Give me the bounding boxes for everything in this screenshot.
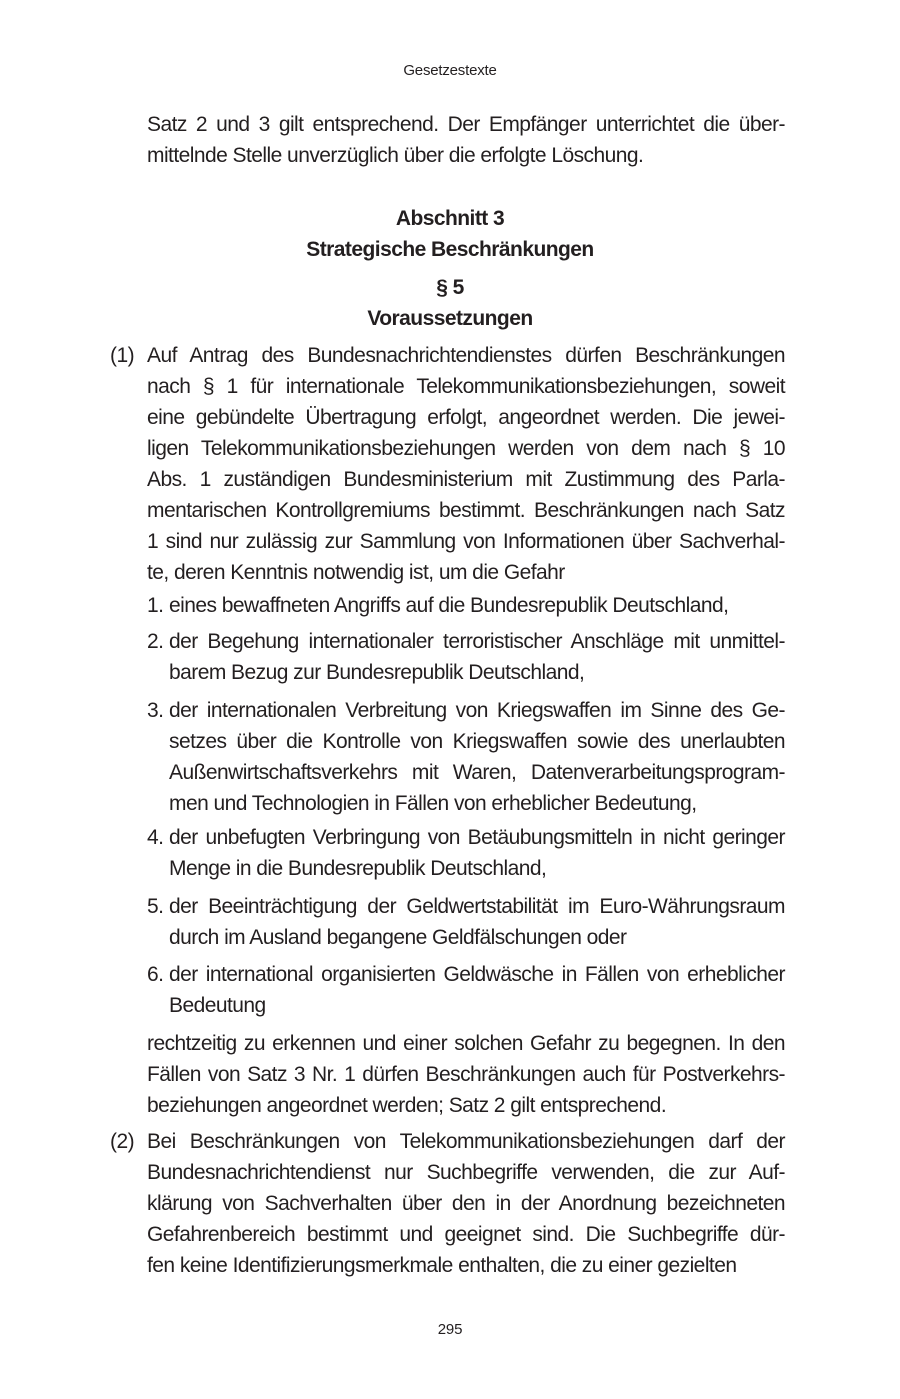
list-item-number: 6. <box>147 963 164 986</box>
text-line: Außenwirtschaftsverkehrs mit Waren, Datenverarbeitungsprogram- <box>169 761 785 784</box>
text-line: Menge in die Bundesrepublik Deutschland, <box>169 857 547 880</box>
list-item-number: 3. <box>147 699 164 722</box>
text-line: ligen Telekommunikationsbeziehungen werden von dem nach § 10 <box>147 437 785 460</box>
intro-paragraph <box>147 109 785 171</box>
paragraph-number: § 5 <box>436 276 464 299</box>
subsection-1-text <box>147 340 785 588</box>
text-line: der Beeinträchtigung der Geldwertstabilität im Euro-Währungsraum <box>169 895 785 918</box>
text-line: der unbefugten Verbringung von Betäubungsmitteln in nicht geringer <box>169 826 785 849</box>
list-item <box>169 626 785 688</box>
list-item-number: 4. <box>147 826 164 849</box>
text-line: der internationalen Verbreitung von Kriegswaffen im Sinne des Ge- <box>169 699 785 722</box>
text-line: mentarischen Kontrollgremiums bestimmt. Beschränkungen nach Satz <box>147 499 785 522</box>
text-line: eine gebündelte Übertragung erfolgt, angeordnet werden. Die jewei- <box>147 406 785 429</box>
subsection-label-1: (1) <box>110 344 135 367</box>
subsection-2-text <box>147 1126 785 1281</box>
list-item-number: 2. <box>147 630 164 653</box>
text-line: klärung von Sachverhalten über den in der Anordnung bezeichneten <box>147 1192 785 1215</box>
subsection-1-closing <box>147 1028 785 1121</box>
list-item-number: 1. <box>147 594 164 617</box>
subsection-label-2: (2) <box>110 1130 135 1153</box>
list-item <box>169 695 785 819</box>
text-line: men und Technologien in Fällen von erheblicher Bedeutung, <box>169 792 697 815</box>
text-line: Satz 2 und 3 gilt entsprechend. Der Empfänger unterrichtet die über- <box>147 113 785 136</box>
text-line: te, deren Kenntnis notwendig ist, um die Gefahr <box>147 561 565 584</box>
section-number: Abschnitt 3 <box>395 207 505 230</box>
text-line: barem Bezug zur Bundesrepublik Deutschland, <box>169 661 585 684</box>
list-item-number: 5. <box>147 895 164 918</box>
list-item <box>169 959 785 1021</box>
text-line: Gefahrenbereich bestimmt und geeignet sind. Die Suchbegriffe dür- <box>147 1223 785 1246</box>
text-line: rechtzeitig zu erkennen und einer solchen Gefahr zu begegnen. In den <box>147 1032 785 1055</box>
text-line: Bedeutung <box>169 994 266 1017</box>
page-number: 295 <box>437 1321 463 1338</box>
text-line: nach § 1 für internationale Telekommunikationsbeziehungen, soweit <box>147 375 785 398</box>
text-line: der international organisierten Geldwäsche in Fällen von erheblicher <box>169 963 785 986</box>
text-line: der Begehung internationaler terroristischer Anschläge mit unmittel- <box>169 630 785 653</box>
list-item <box>169 590 785 621</box>
list-item <box>169 891 785 953</box>
list-item <box>169 822 785 884</box>
text-line: eines bewaffneten Angriffs auf die Bundesrepublik Deutschland, <box>169 594 729 617</box>
text-line: mittelnde Stelle unverzüglich über die erfolgte Löschung. <box>147 144 644 167</box>
text-line: setzes über die Kontrolle von Kriegswaffen sowie des unerlaubten <box>169 730 785 753</box>
text-line: durch im Ausland begangene Geldfälschungen oder <box>169 926 627 949</box>
running-head: Gesetzestexte <box>403 62 497 79</box>
text-line: Auf Antrag des Bundesnachrichtendienstes dürfen Beschränkungen <box>147 344 785 367</box>
text-line: beziehungen angeordnet werden; Satz 2 gilt entsprechend. <box>147 1094 667 1117</box>
section-title: Strategische Beschränkungen <box>306 238 594 261</box>
text-line: Abs. 1 zuständigen Bundesministerium mit Zustimmung des Parla- <box>147 468 785 491</box>
paragraph-title: Voraussetzungen <box>367 307 533 330</box>
text-line: Bei Beschränkungen von Telekommunikationsbeziehungen darf der <box>147 1130 785 1153</box>
text-line: Fällen von Satz 3 Nr. 1 dürfen Beschränkungen auch für Postverkehrs- <box>147 1063 785 1086</box>
text-line: Bundesnachrichtendienst nur Suchbegriffe verwenden, die zur Auf- <box>147 1161 785 1184</box>
text-line: 1 sind nur zulässig zur Sammlung von Informationen über Sachverhal- <box>147 530 785 553</box>
text-line: fen keine Identifizierungsmerkmale enthalten, die zu einer gezielten <box>147 1254 737 1277</box>
